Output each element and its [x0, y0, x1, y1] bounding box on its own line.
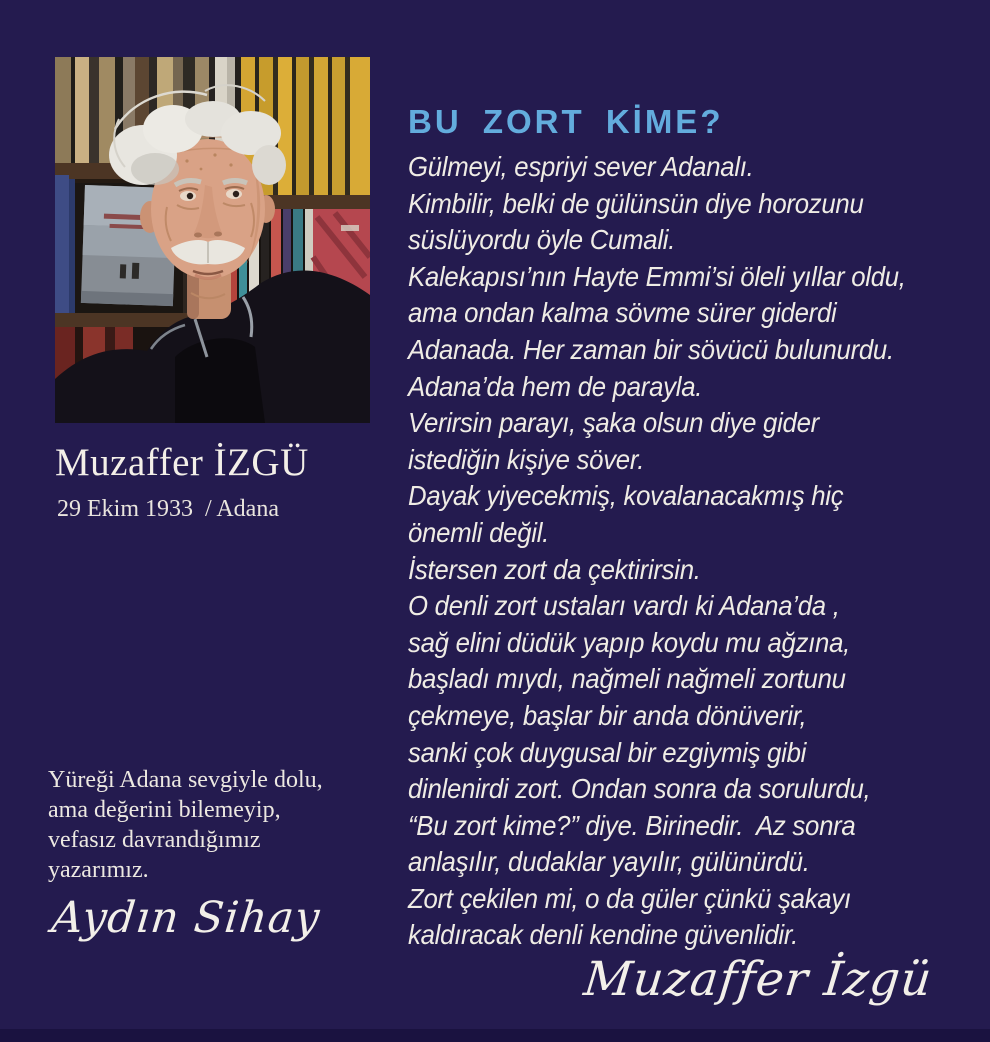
- article-title: BU ZORT KİME?: [408, 103, 724, 140]
- author-birth-info: 29 Ekim 1933 / Adana: [57, 496, 279, 522]
- article-line: Adana’da hem de parayla.: [408, 370, 703, 402]
- tribute-line: ama değerini bilemeyip,: [48, 797, 281, 823]
- author-signature: Muzaffer İzgü: [581, 952, 935, 1007]
- portrait-photo: [55, 57, 370, 423]
- article-line: anlaşılır, dudaklar yayılır, gülünürdü.: [408, 846, 810, 878]
- article-line: O denli zort ustaları vardı ki Adana’da ,: [408, 590, 840, 622]
- article-line: Zort çekilen mi, o da güler çünkü şakayı: [408, 882, 851, 914]
- portrait-illustration: [55, 57, 370, 423]
- author-name: Muzaffer İZGÜ: [55, 441, 309, 484]
- article-line: ama ondan kalma sövme sürer giderdi: [408, 297, 837, 329]
- bottom-strip: [0, 1029, 990, 1042]
- article-line: Gülmeyi, espriyi sever Adanalı.: [408, 151, 754, 182]
- article-line: önemli değil.: [408, 516, 550, 548]
- article-line: Adanada. Her zaman bir sövücü bulunurdu.: [408, 333, 894, 365]
- article-line: Dayak yiyecekmiş, kovalanacakmış hiç: [408, 480, 844, 512]
- tribute-signature: Aydın Sihay: [49, 893, 323, 943]
- article-line: Kimbilir, belki de gülünsün diye horozunu: [408, 187, 864, 219]
- article-line: başladı mıydı, nağmeli nağmeli zortunu: [408, 663, 846, 695]
- tribute-line: vefasız davrandığımız: [48, 827, 261, 853]
- article-line: sağ elini düdük yapıp koydu mu ağzına,: [408, 626, 851, 658]
- tribute-text: [48, 765, 398, 885]
- tribute-line: Yüreği Adana sevgiyle dolu,: [48, 767, 323, 793]
- eyebrow: [223, 181, 247, 184]
- article-line: Kalekapısı’nın Hayte Emmi’si öleli yıllar oldu,: [408, 260, 906, 292]
- article-line: İstersen zort da çektirirsin.: [408, 553, 701, 585]
- article-line: dinlenirdi zort. Ondan sonra da sorulurdu,: [408, 773, 871, 805]
- article-line: istediğin kişiye söver.: [408, 443, 645, 475]
- article-line: çekmeye, başlar bir anda dönüverir,: [408, 699, 807, 731]
- article-line: sanki çok duygusal bir ezgiymiş gibi: [408, 736, 807, 768]
- article-body: [408, 149, 990, 954]
- blue-book-spine: [55, 175, 69, 315]
- article-line: “Bu zort kime?” diye. Birinedir. Az sonra: [408, 809, 856, 841]
- article-line: Verirsin parayı, şaka olsun diye gider: [408, 407, 819, 439]
- tribute-line: yazarımız.: [48, 857, 149, 883]
- article-line: süslüyordu öyle Cumali.: [408, 224, 676, 256]
- article-line: kaldıracak denli kendine güvenlidir.: [408, 919, 799, 951]
